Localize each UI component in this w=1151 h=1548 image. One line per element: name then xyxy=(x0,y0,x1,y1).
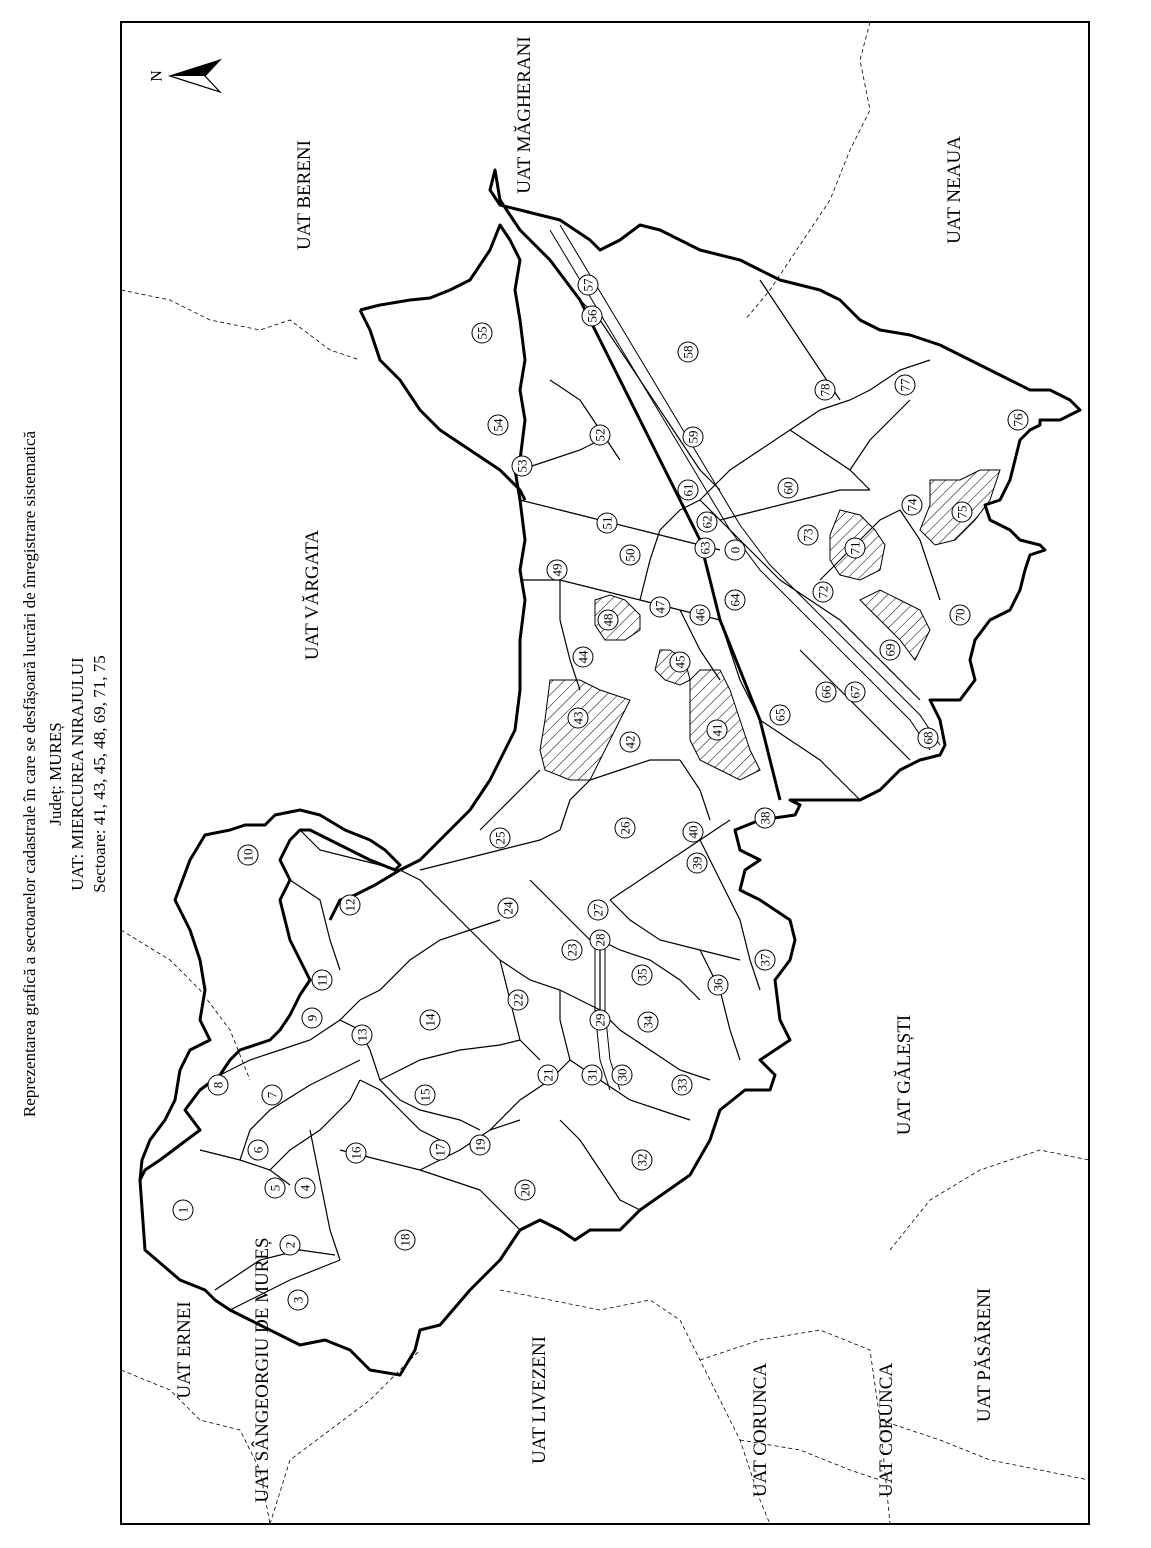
sector-number: 56 xyxy=(584,309,600,323)
neighbour-label-pasareni: UAT PĂSĂRENI xyxy=(974,1287,995,1423)
neighbour-label-neaua: UAT NEAUA xyxy=(944,136,965,244)
sector-label-12 xyxy=(340,895,360,915)
sector-number: 30 xyxy=(614,1068,630,1082)
sector-label-68 xyxy=(918,728,938,748)
sector-label-47 xyxy=(650,597,670,617)
sector-label-66 xyxy=(816,682,836,702)
sector-number: 39 xyxy=(689,856,705,870)
sector-label-67 xyxy=(845,682,865,702)
sector-label-23 xyxy=(562,940,582,960)
sector-number: 59 xyxy=(685,430,701,444)
sector-label-76 xyxy=(1008,410,1028,430)
uat-line: UAT: MIERCUREA NIRAJULUI xyxy=(68,657,87,891)
sector-number: 31 xyxy=(584,1068,600,1082)
uat-boundary-north xyxy=(330,225,525,920)
sector-label-44 xyxy=(573,647,593,667)
sector-number: 9 xyxy=(304,1014,320,1022)
sector-number: 8 xyxy=(210,1081,226,1089)
sector-label-6 xyxy=(248,1140,268,1160)
sector-label-9 xyxy=(302,1008,322,1028)
sector-label-42 xyxy=(620,732,640,752)
sector-label-10 xyxy=(238,845,258,865)
uat-boundary xyxy=(140,810,400,1180)
sector-label-5 xyxy=(265,1178,285,1198)
sector-number: 70 xyxy=(952,608,968,622)
sector-number: 44 xyxy=(575,650,591,664)
sector-number: 21 xyxy=(540,1068,556,1082)
neighbour-label-corunca-1: UAT CORUNCA xyxy=(750,1362,771,1498)
sector-label-20 xyxy=(515,1180,535,1200)
sector-number: 61 xyxy=(680,483,696,497)
uat-boundary-west xyxy=(360,310,525,500)
sector-label-63 xyxy=(695,538,715,558)
sector-number: 23 xyxy=(564,943,580,957)
sector-number: 10 xyxy=(240,848,256,862)
neighbour-label-ernei: UAT ERNEI xyxy=(174,1301,195,1399)
sector-number: 48 xyxy=(600,613,616,627)
sector-number: 60 xyxy=(780,481,796,495)
sector-number: 71 xyxy=(847,541,863,555)
sector-number: 24 xyxy=(500,901,516,915)
neighbour-label-corunca-2: UAT CORUNCA xyxy=(876,1362,897,1498)
sector-number: 2 xyxy=(282,1241,298,1249)
sector-label-60 xyxy=(778,478,798,498)
sector-number: 36 xyxy=(710,978,726,992)
sector-label-39 xyxy=(687,853,707,873)
sector-label-0 xyxy=(725,540,745,560)
sector-number: 3 xyxy=(290,1296,306,1304)
sector-number: 62 xyxy=(699,515,715,529)
sector-label-27 xyxy=(588,900,608,920)
sector-label-61 xyxy=(678,480,698,500)
sector-label-3 xyxy=(288,1290,308,1310)
sector-label-65 xyxy=(770,705,790,725)
sector-label-19 xyxy=(470,1135,490,1155)
sector-label-62 xyxy=(697,512,717,532)
sector-label-46 xyxy=(690,605,710,625)
sector-label-51 xyxy=(597,513,617,533)
sector-boundaries xyxy=(200,280,940,1310)
sector-label-75 xyxy=(952,502,972,522)
sector-label-16 xyxy=(346,1143,366,1163)
sector-number: 20 xyxy=(517,1183,533,1197)
sector-label-32 xyxy=(632,1150,652,1170)
sector-number: 12 xyxy=(342,898,358,912)
sector-label-2 xyxy=(280,1235,300,1255)
sector-number: 26 xyxy=(617,821,633,835)
sector-number: 53 xyxy=(514,459,530,473)
sector-number: 42 xyxy=(622,735,638,749)
sector-number: 38 xyxy=(757,811,773,825)
sector-number: 41 xyxy=(709,723,725,737)
sector-label-36 xyxy=(708,975,728,995)
sector-number: 15 xyxy=(417,1088,433,1102)
sector-label-25 xyxy=(490,828,510,848)
sector-label-53 xyxy=(512,456,532,476)
sector-label-64 xyxy=(725,590,745,610)
sector-label-33 xyxy=(672,1075,692,1095)
sector-number: 35 xyxy=(634,968,650,982)
sector-label-72 xyxy=(813,582,833,602)
sector-number: 27 xyxy=(590,903,606,917)
north-label: N xyxy=(148,70,166,82)
sector-number: 11 xyxy=(314,973,330,987)
sector-label-31 xyxy=(582,1065,602,1085)
county-line: Județ: MUREȘ xyxy=(46,722,65,826)
sectors-line: Sectoare: 41, 43, 45, 48, 69, 71, 75 xyxy=(90,655,109,893)
sector-label-45 xyxy=(670,652,690,672)
sector-number: 25 xyxy=(492,831,508,845)
sector-number: 58 xyxy=(680,345,696,359)
sector-label-48 xyxy=(598,610,618,630)
sector-number: 37 xyxy=(757,953,773,967)
sector-number: 0 xyxy=(727,546,743,554)
sector-number: 33 xyxy=(674,1078,690,1092)
sector-label-71 xyxy=(845,538,865,558)
sector-label-13 xyxy=(352,1025,372,1045)
sector-number: 16 xyxy=(348,1146,364,1160)
sector-label-7 xyxy=(262,1085,282,1105)
sector-number: 49 xyxy=(549,563,565,577)
sector-label-52 xyxy=(590,425,610,445)
sector-number: 68 xyxy=(920,731,936,745)
sector-number: 74 xyxy=(904,498,920,512)
sector-number: 19 xyxy=(472,1138,488,1152)
sector-number: 46 xyxy=(692,608,708,622)
sector-number: 43 xyxy=(570,711,586,725)
sector-number: 72 xyxy=(815,585,831,599)
sector-labels xyxy=(173,275,1028,1310)
sector-number: 57 xyxy=(580,278,596,292)
sector-number: 1 xyxy=(175,1206,191,1214)
sector-label-69 xyxy=(880,640,900,660)
sector-label-50 xyxy=(620,545,640,565)
sector-label-22 xyxy=(508,990,528,1010)
sector-number: 63 xyxy=(697,541,713,555)
sector-number: 66 xyxy=(818,685,834,699)
sector-label-41 xyxy=(707,720,727,740)
sector-label-29 xyxy=(590,1010,610,1030)
sector-label-40 xyxy=(683,822,703,842)
sector-number: 6 xyxy=(250,1146,266,1154)
sector-label-1 xyxy=(173,1200,193,1220)
sector-label-18 xyxy=(395,1230,415,1250)
sector-number: 22 xyxy=(510,993,526,1007)
sector-label-56 xyxy=(582,306,602,326)
sector-label-59 xyxy=(683,427,703,447)
sector-number: 77 xyxy=(897,378,913,392)
sector-number: 52 xyxy=(592,428,608,442)
sector-43-area xyxy=(540,680,630,780)
sector-label-35 xyxy=(632,965,652,985)
sector-label-74 xyxy=(902,495,922,515)
sector-number: 34 xyxy=(640,1015,656,1029)
sector-number: 65 xyxy=(772,708,788,722)
neighbour-label-magherani: UAT MĂGHERANI xyxy=(514,36,535,194)
sector-number: 18 xyxy=(397,1233,413,1247)
sector-number: 17 xyxy=(432,1143,448,1157)
sector-label-30 xyxy=(612,1065,632,1085)
sector-label-8 xyxy=(208,1075,228,1095)
sector-label-58 xyxy=(678,342,698,362)
sector-number: 54 xyxy=(490,418,506,432)
sector-number: 45 xyxy=(672,655,688,669)
sector-number: 67 xyxy=(847,685,863,699)
sector-label-17 xyxy=(430,1140,450,1160)
sector-number: 78 xyxy=(817,383,833,397)
sector-number: 75 xyxy=(954,505,970,519)
neighbour-label-sangeorgiu: UAT SÂNGEORGIU DE MUREȘ xyxy=(252,1237,273,1503)
neighbour-label-livezeni: UAT LIVEZENI xyxy=(529,1336,550,1464)
sector-label-43 xyxy=(568,708,588,728)
sector-number: 28 xyxy=(592,933,608,947)
sector-label-11 xyxy=(312,970,332,990)
sector-label-38 xyxy=(755,808,775,828)
sector-number: 73 xyxy=(800,528,816,542)
map-title: Reprezentarea grafică a sectoarelor cadastrale în care se desfășoară lucrări de înregistrare sistematică xyxy=(20,430,39,1118)
sector-label-37 xyxy=(755,950,775,970)
neighbour-label-vargata: UAT VĂRGATA xyxy=(302,529,323,661)
sector-label-70 xyxy=(950,605,970,625)
sector-label-57 xyxy=(578,275,598,295)
sector-label-28 xyxy=(590,930,610,950)
sector-number: 5 xyxy=(267,1184,283,1192)
sector-label-77 xyxy=(895,375,915,395)
sector-number: 55 xyxy=(474,326,490,340)
sector-label-55 xyxy=(472,323,492,343)
sector-number: 47 xyxy=(652,600,668,614)
sector-number: 29 xyxy=(592,1013,608,1027)
neighbour-label-bereni: UAT BERENI xyxy=(294,140,315,250)
sector-label-15 xyxy=(415,1085,435,1105)
sector-number: 13 xyxy=(354,1028,370,1042)
sector-number: 32 xyxy=(634,1153,650,1167)
sector-number: 14 xyxy=(422,1013,438,1027)
neighbour-label-galesti: UAT GĂLEȘTI xyxy=(894,1014,915,1136)
sector-number: 4 xyxy=(297,1184,313,1192)
sector-label-34 xyxy=(638,1012,658,1032)
sector-label-26 xyxy=(615,818,635,838)
sector-number: 40 xyxy=(685,825,701,839)
sector-label-24 xyxy=(498,898,518,918)
sector-number: 69 xyxy=(882,643,898,657)
sector-number: 50 xyxy=(622,548,638,562)
north-arrow xyxy=(149,60,220,92)
sector-label-73 xyxy=(798,525,818,545)
sector-label-4 xyxy=(295,1178,315,1198)
sector-label-49 xyxy=(547,560,567,580)
sector-label-21 xyxy=(538,1065,558,1085)
sector-label-14 xyxy=(420,1010,440,1030)
sector-label-78 xyxy=(815,380,835,400)
sector-number: 51 xyxy=(599,516,615,530)
sector-label-54 xyxy=(488,415,508,435)
sector-number: 64 xyxy=(727,593,743,607)
sector-number: 76 xyxy=(1010,413,1026,427)
sector-number: 7 xyxy=(264,1091,280,1099)
